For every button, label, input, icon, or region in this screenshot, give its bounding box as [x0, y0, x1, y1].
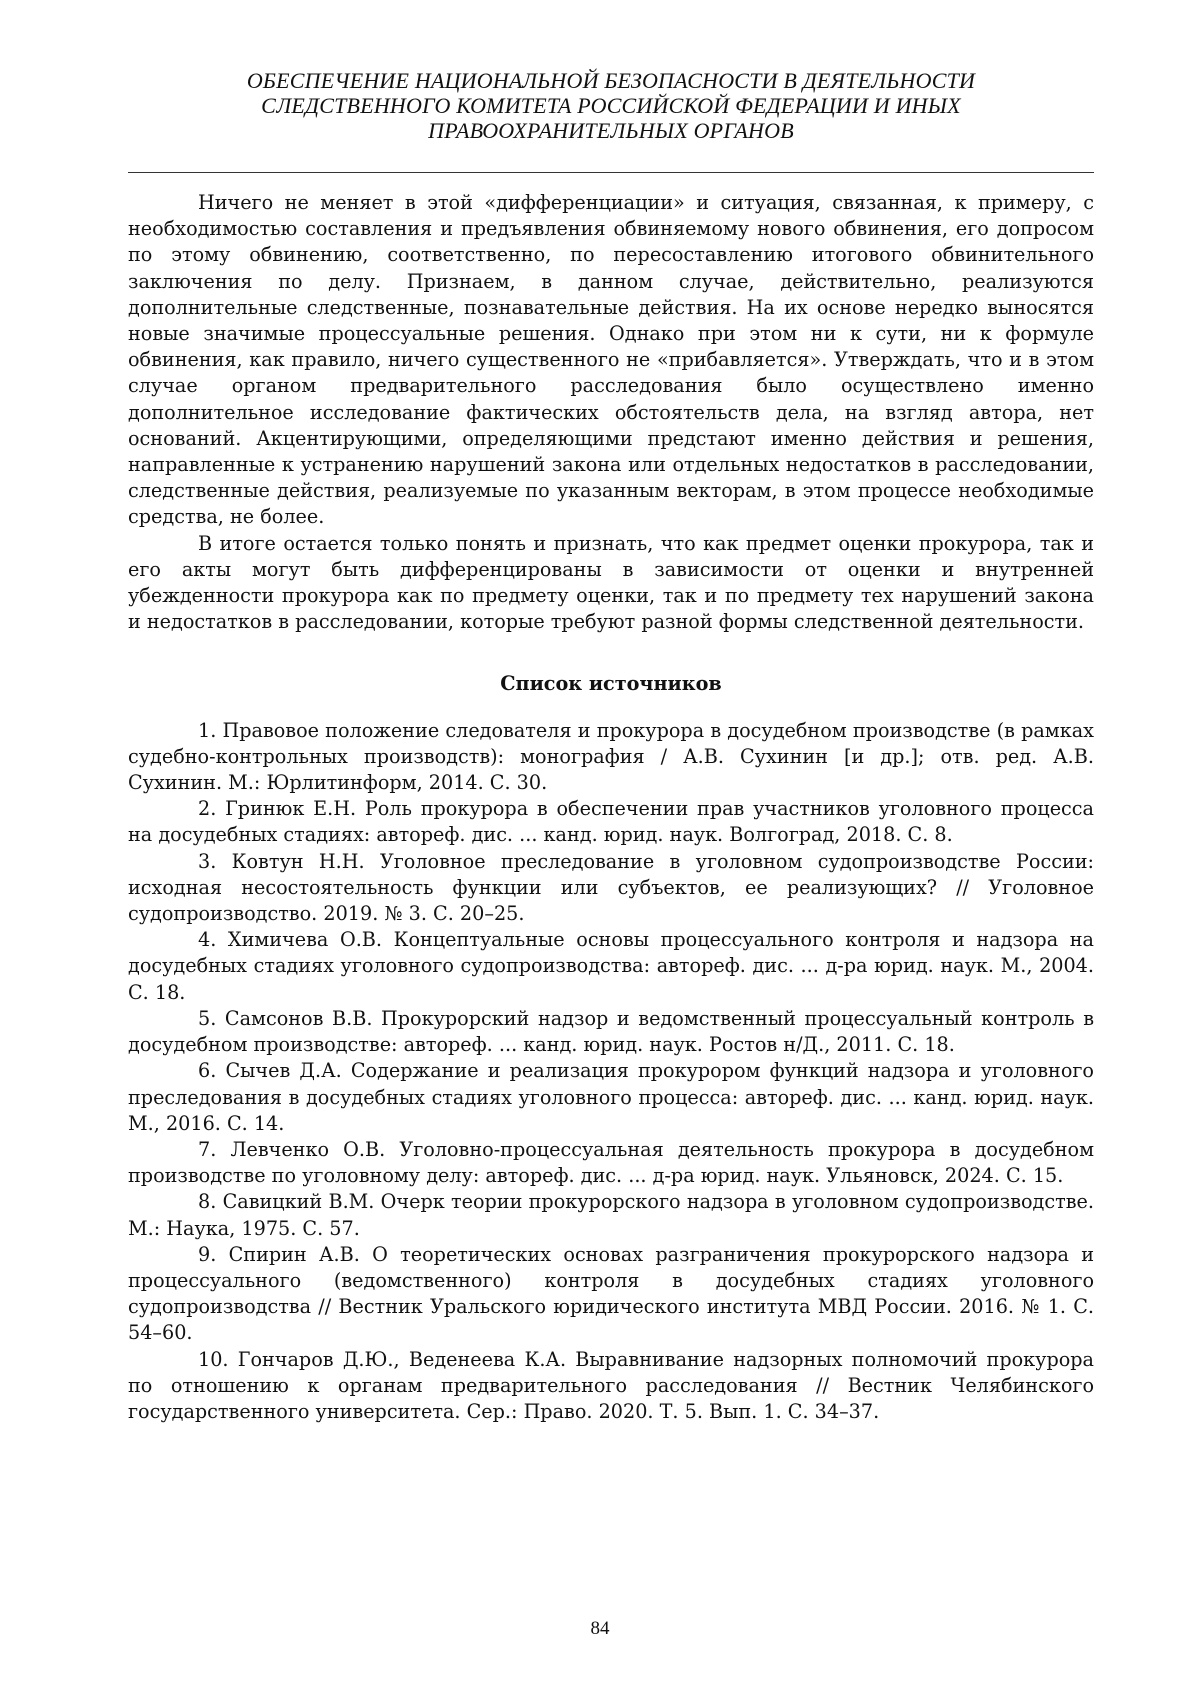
source-item: 5. Самсонов В.В. Прокурорский надзор и ведомственный процессуальный контроль в досудебном производстве: автореф. ... канд. юрид. наук. Ростов н/Д., 2011. С. 18.	[128, 1006, 1094, 1058]
source-item: 10. Гончаров Д.Ю., Веденеева К.А. Выравнивание надзорных полномочий прокурора по отношению к органам предварительного расследования // Вестник Челябинского государственного университета. Сер.: Право. 2020. Т. 5. Вып. 1. С. 34–37.	[128, 1347, 1094, 1426]
header-line: СЛЕДСТВЕННОГО КОМИТЕТА РОССИЙСКОЙ ФЕДЕРАЦИИ И ИНЫХ	[128, 93, 1094, 118]
page	[0, 0, 1200, 1697]
page-number: 84	[0, 1618, 1200, 1640]
source-item: 9. Спирин А.В. О теоретических основах разграничения прокурорского надзора и процессуального (ведомственного) контроля в досудебных стадиях уголовного судопроизводства // Вестник Уральского юридического института МВД России. 2016. № 1. С. 54–60.	[128, 1242, 1094, 1347]
source-item: 2. Гринюк Е.Н. Роль прокурора в обеспечении прав участников уголовного процесса на досудебных стадиях: автореф. дис. ... канд. юрид. наук. Волгоград, 2018. С. 8.	[128, 796, 1094, 848]
sources-list	[128, 718, 1094, 1425]
body-paragraph: Ничего не меняет в этой «дифференциации» и ситуация, связанная, к примеру, с необходимостью составления и предъявления обвиняемому нового обвинения, его допросом по этому обвинению, соответственно, по пересоставлению итогового обвинительного заключения по делу. Признаем, в данном случае, действительно, реализуются дополнительные следственные, познавательные действия. На их основе нередко выносятся новые значимые процессуальные решения. Однако при этом ни к сути, ни к формуле обвинения, как правило, ничего существенного не «прибавляется». Утверждать, что и в этом случае органом предварительного расследования было осуществлено именно дополнительное исследование фактических обстоятельств дела, на взгляд автора, нет оснований. Акцентирующими, определяющими предстают именно действия и решения, направленные к устранению нарушений закона или отдельных недостатков в расследовании, следственные действия, реализуемые по указанным векторам, в этом процессе необходимые средства, не более.	[128, 190, 1094, 531]
source-item: 3. Ковтун Н.Н. Уголовное преследование в уголовном судопроизводстве России: исходная несостоятельность функции или субъектов, ее реализующих? // Уголовное судопроизводство. 2019. № 3. С. 20–25.	[128, 849, 1094, 928]
source-item: 6. Сычев Д.А. Содержание и реализация прокурором функций надзора и уголовного преследования в досудебных стадиях уголовного процесса: автореф. дис. ... канд. юрид. наук. М., 2016. С. 14.	[128, 1058, 1094, 1137]
running-header	[128, 68, 1094, 143]
source-item: 7. Левченко О.В. Уголовно-процессуальная деятельность прокурора в досудебном производстве по уголовному делу: автореф. дис. ... д-ра юрид. наук. Ульяновск, 2024. С. 15.	[128, 1137, 1094, 1189]
header-divider	[128, 172, 1094, 173]
body-paragraph: В итоге остается только понять и признать, что как предмет оценки прокурора, так и его акты могут быть дифференцированы в зависимости от оценки и внутренней убежденности прокурора как по предмету оценки, так и по предмету тех нарушений закона и недостатков в расследовании, которые требуют разной формы следственной деятельности.	[128, 531, 1094, 636]
source-item: 1. Правовое положение следователя и прокурора в досудебном производстве (в рамках судебно-контрольных производств): монография / А.В. Сухинин [и др.]; отв. ред. А.В. Сухинин. М.: Юрлитинформ, 2014. С. 30.	[128, 718, 1094, 797]
header-line: ОБЕСПЕЧЕНИЕ НАЦИОНАЛЬНОЙ БЕЗОПАСНОСТИ В ДЕЯТЕЛЬНОСТИ	[128, 68, 1094, 93]
source-item: 4. Химичева О.В. Концептуальные основы процессуального контроля и надзора на досудебных стадиях уголовного судопроизводства: автореф. дис. ... д-ра юрид. наук. М., 2004. С. 18.	[128, 927, 1094, 1006]
article-body	[128, 190, 1094, 1425]
header-line: ПРАВООХРАНИТЕЛЬНЫХ ОРГАНОВ	[128, 118, 1094, 143]
source-item: 8. Савицкий В.М. Очерк теории прокурорского надзора в уголовном судопроизводстве. М.: Наука, 1975. С. 57.	[128, 1189, 1094, 1241]
sources-heading: Список источников	[128, 671, 1094, 697]
